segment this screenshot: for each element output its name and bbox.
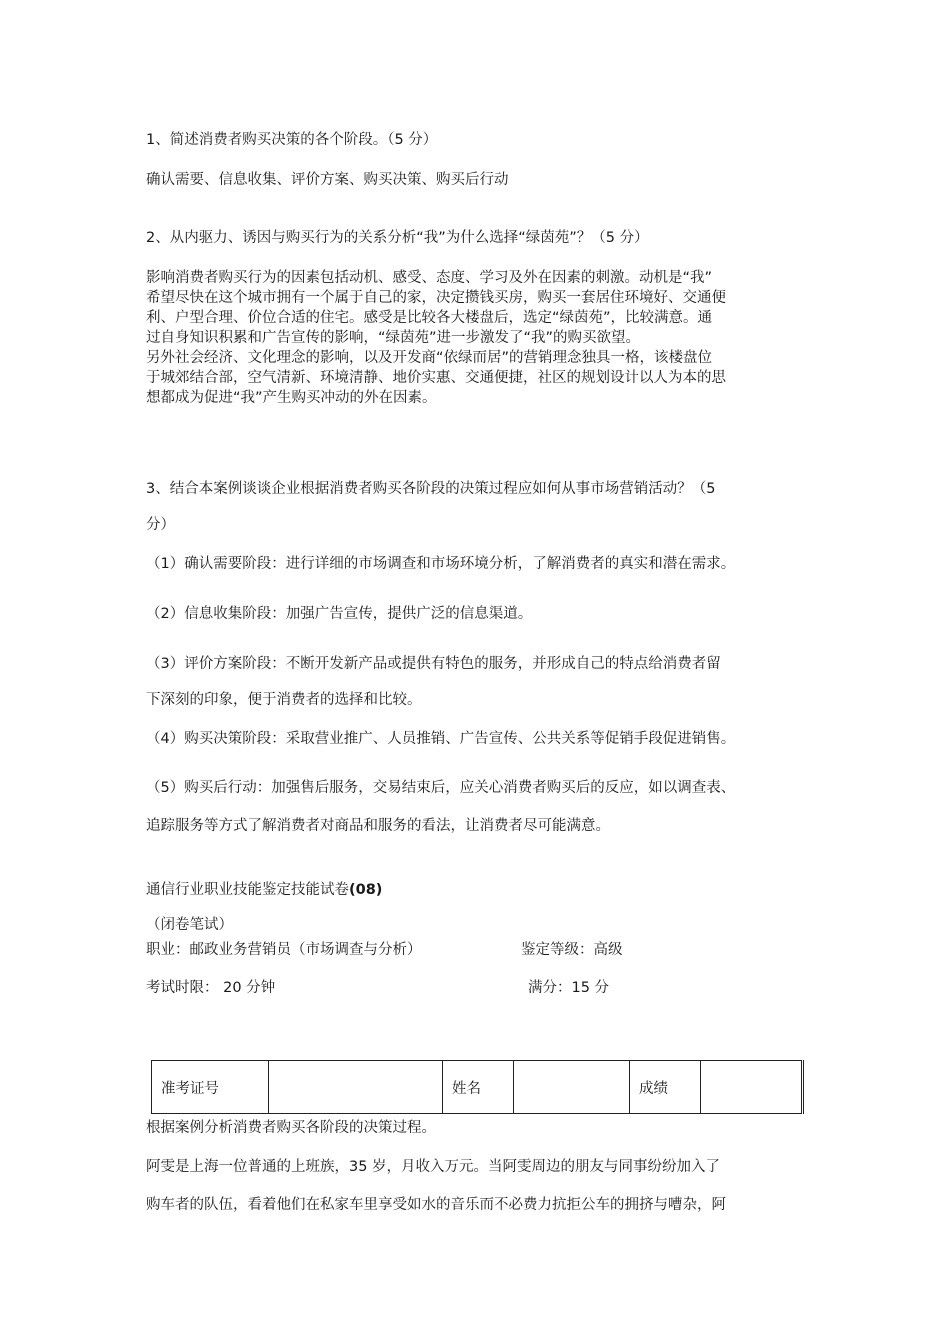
admission-number-label: 准考证号 (152, 1061, 269, 1114)
q2-answer-line: 利、户型合理、价位合适的住宅。感受是比较各大楼盘后，选定“绿茵苑”，比较满意。通 (146, 310, 713, 326)
q3-question-line2: 分） (146, 517, 175, 533)
score-field[interactable] (701, 1061, 803, 1114)
exam-title-text: 通信行业职业技能鉴定技能试卷 (146, 882, 349, 898)
q2-answer-line: 过自身知识积累和广告宣传的影响，“绿茵苑”进一步激发了“我”的购买欲望。 (146, 330, 641, 346)
q3-answer-1: （1）确认需要阶段：进行详细的市场调查和市场环境分析，了解消费者的真实和潜在需求。 (146, 556, 736, 572)
q2-answer-line: 影响消费者购买行为的因素包括动机、感受、态度、学习及外在因素的刺激。动机是“我” (146, 270, 713, 286)
exam-mode: （闭卷笔试） (146, 917, 233, 933)
candidate-info-table (151, 1060, 804, 1114)
table-row (152, 1061, 803, 1114)
q2-answer (146, 268, 810, 408)
q3-answer-4: （4）购买决策阶段：采取营业推广、人员推销、广告宣传、公共关系等促销手段促进销售。 (146, 731, 736, 747)
q1-answer: 确认需要、信息收集、评价方案、购买决策、购买后行动 (146, 172, 509, 188)
admission-number-field[interactable] (269, 1061, 443, 1114)
q2-answer-line: 希望尽快在这个城市拥有一个属于自己的家，决定攒钱买房，购买一套居住环境好、交通便 (146, 290, 726, 306)
exam-full-score: 满分：15 分 (528, 980, 610, 996)
q3-answer-5-line2: 追踪服务等方式了解消费者对商品和服务的看法，让消费者尽可能满意。 (146, 818, 610, 834)
q2-answer-line: 想都成为促进“我”产生购买冲动的外在因素。 (146, 390, 437, 406)
q3-question-line1: 3、结合本案例谈谈企业根据消费者购买各阶段的决策过程应如何从事市场营销活动？（5 (146, 481, 716, 497)
q3-answer-2: （2）信息收集阶段：加强广告宣传，提供广泛的信息渠道。 (146, 606, 533, 622)
case-line: 购车者的队伍，看着他们在私家车里享受如水的音乐而不必费力抗拒公车的拥挤与嘈杂，阿 (146, 1197, 726, 1213)
exam-time-limit: 考试时限： 20 分钟 (146, 980, 276, 996)
exam-title-code: (08) (349, 882, 383, 898)
name-label: 姓名 (443, 1061, 514, 1114)
name-field[interactable] (514, 1061, 630, 1114)
q2-answer-line: 于城郊结合部，空气清新、环境清静、地价实惠、交通便捷，社区的规划设计以人为本的思 (146, 370, 726, 386)
q3-answer-3-line1: （3）评价方案阶段：不断开发新产品或提供有特色的服务，并形成自己的特点给消费者留 (146, 656, 721, 672)
case-line: 阿雯是上海一位普通的上班族，35 岁，月收入万元。当阿雯周边的朋友与同事纷纷加入了 (146, 1159, 721, 1175)
exam-level: 鉴定等级：高级 (521, 942, 623, 958)
q1-question: 1、简述消费者购买决策的各个阶段。（5 分） (146, 132, 438, 148)
q3-answer-5-line1: （5）购买后行动：加强售后服务，交易结束后，应关心消费者购买后的反应，如以调查表、 (146, 780, 736, 796)
exam-occupation: 职业：邮政业务营销员（市场调查与分析） (146, 942, 422, 958)
case-prompt: 根据案例分析消费者购买各阶段的决策过程。 (146, 1120, 436, 1136)
q2-answer-line: 另外社会经济、文化理念的影响，以及开发商“依绿而居”的营销理念独具一格，该楼盘位 (146, 350, 713, 366)
exam-title (146, 880, 382, 900)
q3-answer-3-line2: 下深刻的印象，便于消费者的选择和比较。 (146, 692, 422, 708)
q2-question: 2、从内驱力、诱因与购买行为的关系分析“我”为什么选择“绿茵苑”？（5 分） (146, 230, 649, 246)
score-label: 成绩 (630, 1061, 701, 1114)
